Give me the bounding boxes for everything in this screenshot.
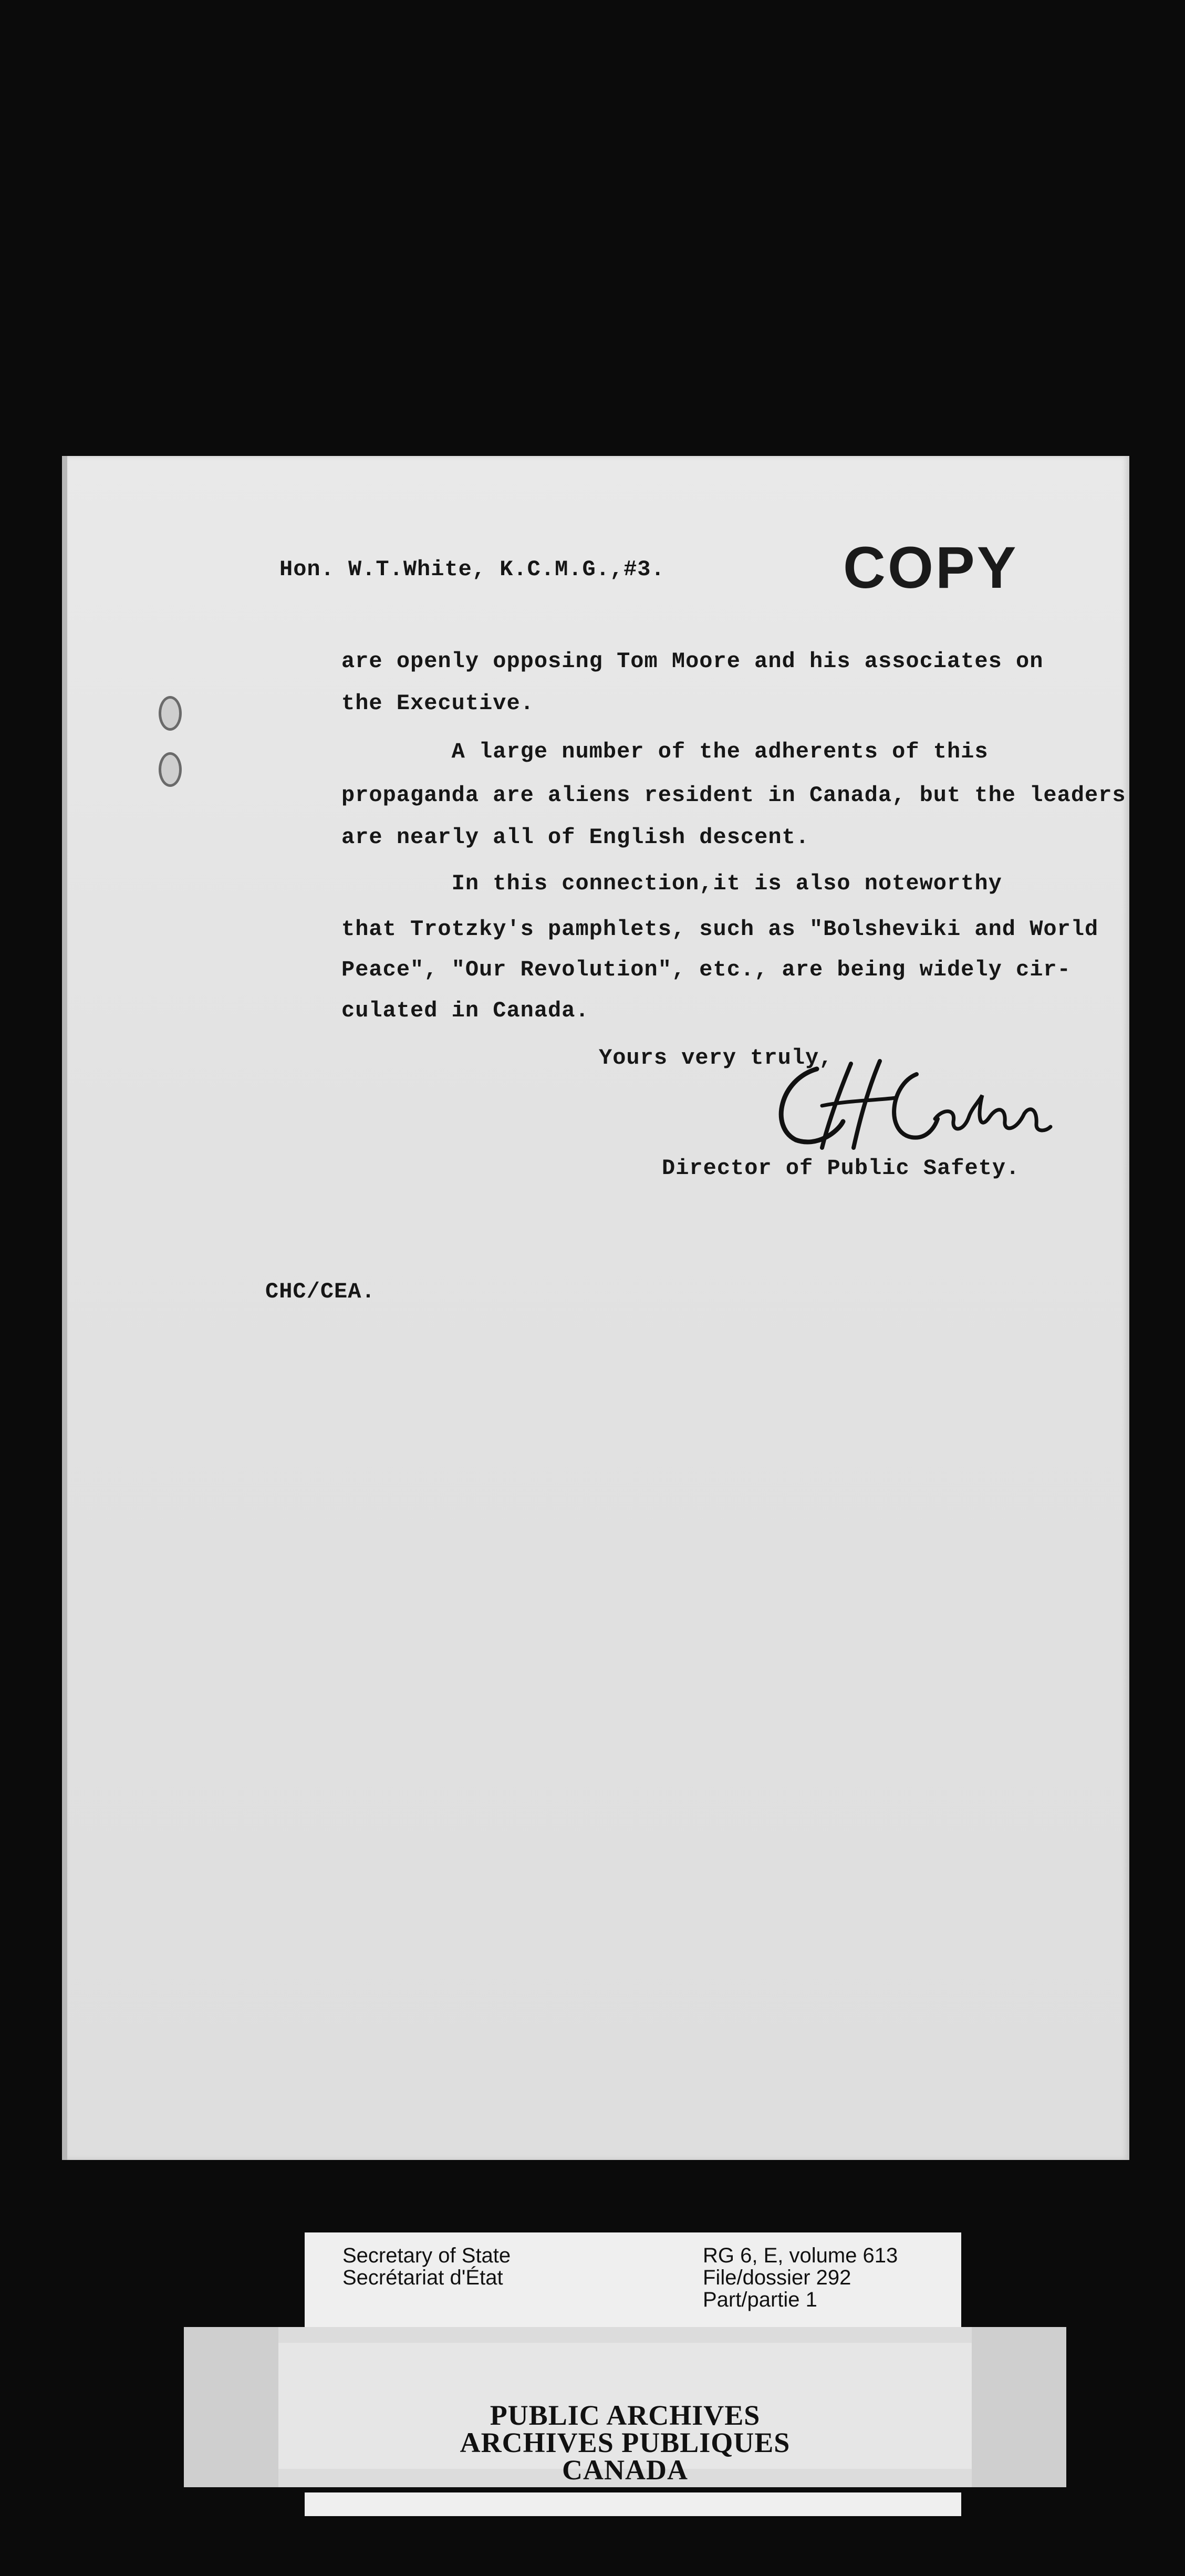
- archive-banner-right-tab: [972, 2327, 1066, 2487]
- letter-header: Hon. W.T.White, K.C.M.G.,#3.: [279, 557, 665, 582]
- body-line-3: A large number of the adherents of this: [341, 739, 989, 764]
- signature-title: Director of Public Safety.: [662, 1156, 1020, 1181]
- banner-line-2: ARCHIVES PUBLIQUES: [460, 2427, 791, 2458]
- body-line-6: In this connection,it is also noteworthy: [341, 871, 1002, 896]
- reference-initials: CHC/CEA.: [265, 1279, 376, 1304]
- department-en: Secretary of State: [342, 2244, 511, 2267]
- banner-line-1: PUBLIC ARCHIVES: [490, 2400, 761, 2431]
- body-line-2: the Executive.: [341, 691, 534, 716]
- closing: Yours very truly,: [599, 1045, 833, 1071]
- body-line-5: are nearly all of English descent.: [341, 825, 809, 850]
- copy-stamp: COPY: [843, 535, 1018, 600]
- punch-hole-top: [159, 696, 182, 731]
- body-line-9: culated in Canada.: [341, 998, 589, 1023]
- punch-hole-bottom: [159, 752, 182, 787]
- department-fr: Secrétariat d'État: [342, 2266, 503, 2289]
- body-line-4: propaganda are aliens resident in Canada, but the leaders: [341, 783, 1126, 808]
- archive-banner: [278, 2343, 972, 2486]
- part-partie: Part/partie 1: [703, 2288, 817, 2311]
- banner-line-3: CANADA: [562, 2454, 688, 2486]
- body-line-1: are openly opposing Tom Moore and his associates on: [341, 649, 1044, 674]
- handwritten-signature: [759, 1048, 1053, 1169]
- body-line-7: that Trotzky's pamphlets, such as "Bolsheviki and World: [341, 917, 1099, 942]
- body-line-8: Peace", "Our Revolution", etc., are being widely cir-: [341, 957, 1071, 982]
- record-group: RG 6, E, volume 613: [703, 2244, 898, 2267]
- archive-banner-strip: [305, 2492, 961, 2516]
- file-dossier: File/dossier 292: [703, 2266, 851, 2289]
- document-page: [62, 456, 1129, 2160]
- archive-banner-left-tab: [184, 2327, 278, 2487]
